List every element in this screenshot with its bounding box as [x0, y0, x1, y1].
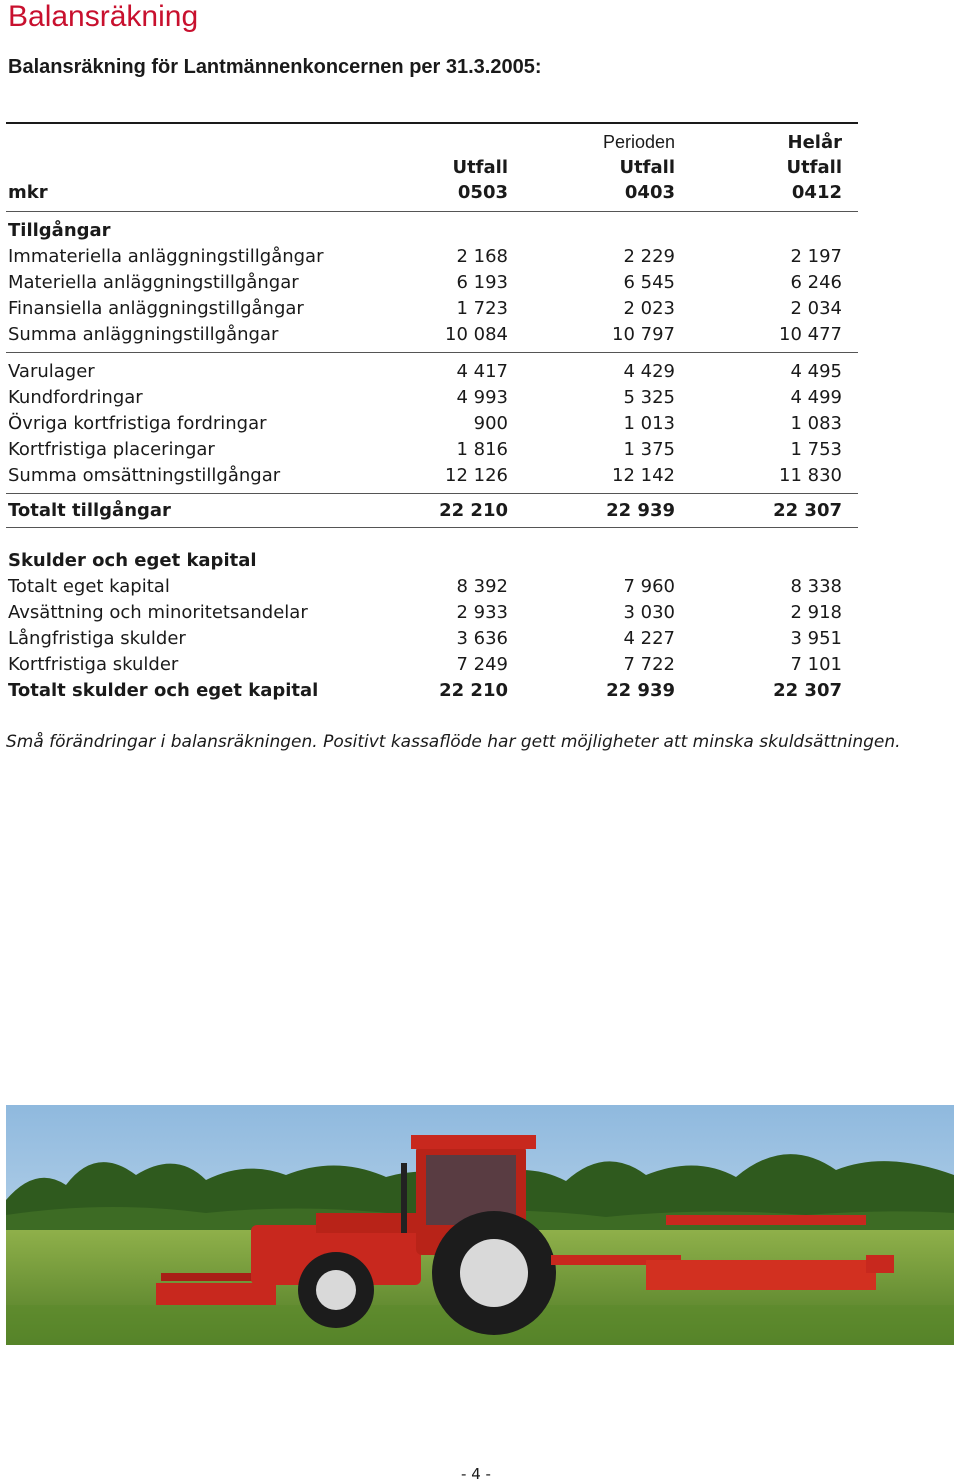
- row-value: 1 816: [456, 439, 508, 460]
- row-label: Immateriella anläggningstillgångar: [8, 246, 324, 267]
- row-value: 1 723: [456, 298, 508, 319]
- row-label: Övriga kortfristiga fordringar: [8, 413, 267, 434]
- liabilities-group: [6, 574, 858, 678]
- row-value: 22 210: [439, 500, 508, 521]
- row-label: Kundfordringar: [8, 387, 143, 408]
- row-value: 4 227: [623, 628, 675, 649]
- header-row-2: [6, 155, 858, 180]
- section-heading-liabilities: [6, 548, 858, 574]
- row-value: 3 030: [623, 602, 675, 623]
- header-cell: Utfall: [786, 157, 842, 178]
- row-value: 10 477: [779, 324, 842, 345]
- row-value: 22 939: [606, 500, 675, 521]
- row-label: Totalt tillgångar: [8, 500, 171, 521]
- table-row: [6, 385, 858, 411]
- section-heading-label: Tillgångar: [8, 220, 111, 241]
- table-row: [6, 437, 858, 463]
- table-row: [6, 463, 858, 489]
- table-row: [6, 411, 858, 437]
- row-label: Kortfristiga placeringar: [8, 439, 215, 460]
- table-row: [6, 600, 858, 626]
- row-value: 7 960: [623, 576, 675, 597]
- row-value: 4 499: [790, 387, 842, 408]
- row-value: 22 307: [773, 500, 842, 521]
- row-value: 1 083: [790, 413, 842, 434]
- row-value: 1 013: [623, 413, 675, 434]
- row-value: 22 210: [439, 680, 508, 701]
- row-value: 2 023: [623, 298, 675, 319]
- table-row: [6, 359, 858, 385]
- row-value: 2 034: [790, 298, 842, 319]
- row-value: 4 993: [456, 387, 508, 408]
- row-value: 8 392: [456, 576, 508, 597]
- row-value: 12 126: [445, 465, 508, 486]
- row-value: 3 636: [456, 628, 508, 649]
- row-label: Summa omsättningstillgångar: [8, 465, 281, 486]
- row-value: 22 939: [606, 680, 675, 701]
- row-value: 2 933: [456, 602, 508, 623]
- page-number: - 4 -: [461, 1465, 491, 1483]
- row-value: 12 142: [612, 465, 675, 486]
- header-cell: 0503: [457, 182, 508, 203]
- table-row: [6, 322, 858, 348]
- table-row: [6, 626, 858, 652]
- section-heading-label: Skulder och eget kapital: [8, 550, 257, 571]
- row-value: 6 545: [623, 272, 675, 293]
- row-value: 10 084: [445, 324, 508, 345]
- fixed-assets-group: [6, 244, 858, 348]
- total-liabilities-row: [6, 678, 858, 704]
- header-row-1: [6, 130, 858, 155]
- row-value: 6 193: [456, 272, 508, 293]
- row-value: 4 417: [456, 361, 508, 382]
- row-value: 8 338: [790, 576, 842, 597]
- row-value: 3 951: [790, 628, 842, 649]
- row-value: 2 229: [623, 246, 675, 267]
- total-assets-row: [6, 498, 858, 524]
- table-row: [6, 652, 858, 678]
- section-heading-assets: [6, 218, 858, 244]
- row-value: 4 429: [623, 361, 675, 382]
- table-row: [6, 296, 858, 322]
- row-value: 6 246: [790, 272, 842, 293]
- row-label: Totalt skulder och eget kapital: [8, 680, 319, 701]
- row-value: 7 249: [456, 654, 508, 675]
- row-value: 5 325: [623, 387, 675, 408]
- row-value: 2 168: [456, 246, 508, 267]
- header-row-3: [6, 180, 858, 205]
- unit-label: mkr: [8, 182, 48, 203]
- table-row: [6, 270, 858, 296]
- row-label: Totalt eget kapital: [8, 576, 170, 597]
- table-row: [6, 244, 858, 270]
- row-value: 7 101: [790, 654, 842, 675]
- header-cell: 0403: [624, 182, 675, 203]
- row-value: 7 722: [623, 654, 675, 675]
- row-value: 22 307: [773, 680, 842, 701]
- row-value: 1 375: [623, 439, 675, 460]
- tractor-photo: [6, 1105, 954, 1345]
- row-value: 2 197: [790, 246, 842, 267]
- row-value: 11 830: [779, 465, 842, 486]
- footnote: Små förändringar i balansräkningen. Positivt kassaflöde har gett möjligheter att minska skuldsättningen.: [6, 732, 901, 752]
- row-label: Varulager: [8, 361, 95, 382]
- header-cell: Utfall: [619, 157, 675, 178]
- table-row: [6, 574, 858, 600]
- page-subtitle: Balansräkning för Lantmännenkoncernen per 31.3.2005:: [8, 56, 542, 78]
- row-value: 1 753: [790, 439, 842, 460]
- current-assets-group: [6, 359, 858, 489]
- row-value: 10 797: [612, 324, 675, 345]
- page-title: Balansräkning: [8, 0, 199, 33]
- row-label: Finansiella anläggningstillgångar: [8, 298, 304, 319]
- row-label: Kortfristiga skulder: [8, 654, 179, 675]
- row-label: Materiella anläggningstillgångar: [8, 272, 299, 293]
- row-label: Avsättning och minoritetsandelar: [8, 602, 308, 623]
- row-value: 4 495: [790, 361, 842, 382]
- header-cell: Perioden: [602, 132, 675, 152]
- row-label: Summa anläggningstillgångar: [8, 324, 279, 345]
- header-cell: Utfall: [452, 157, 508, 178]
- row-value: 2 918: [790, 602, 842, 623]
- header-cell: Helår: [787, 132, 842, 153]
- balance-sheet-table: [6, 122, 858, 704]
- row-label: Långfristiga skulder: [8, 628, 186, 649]
- header-cell: 0412: [791, 182, 842, 203]
- row-value: 900: [473, 413, 508, 434]
